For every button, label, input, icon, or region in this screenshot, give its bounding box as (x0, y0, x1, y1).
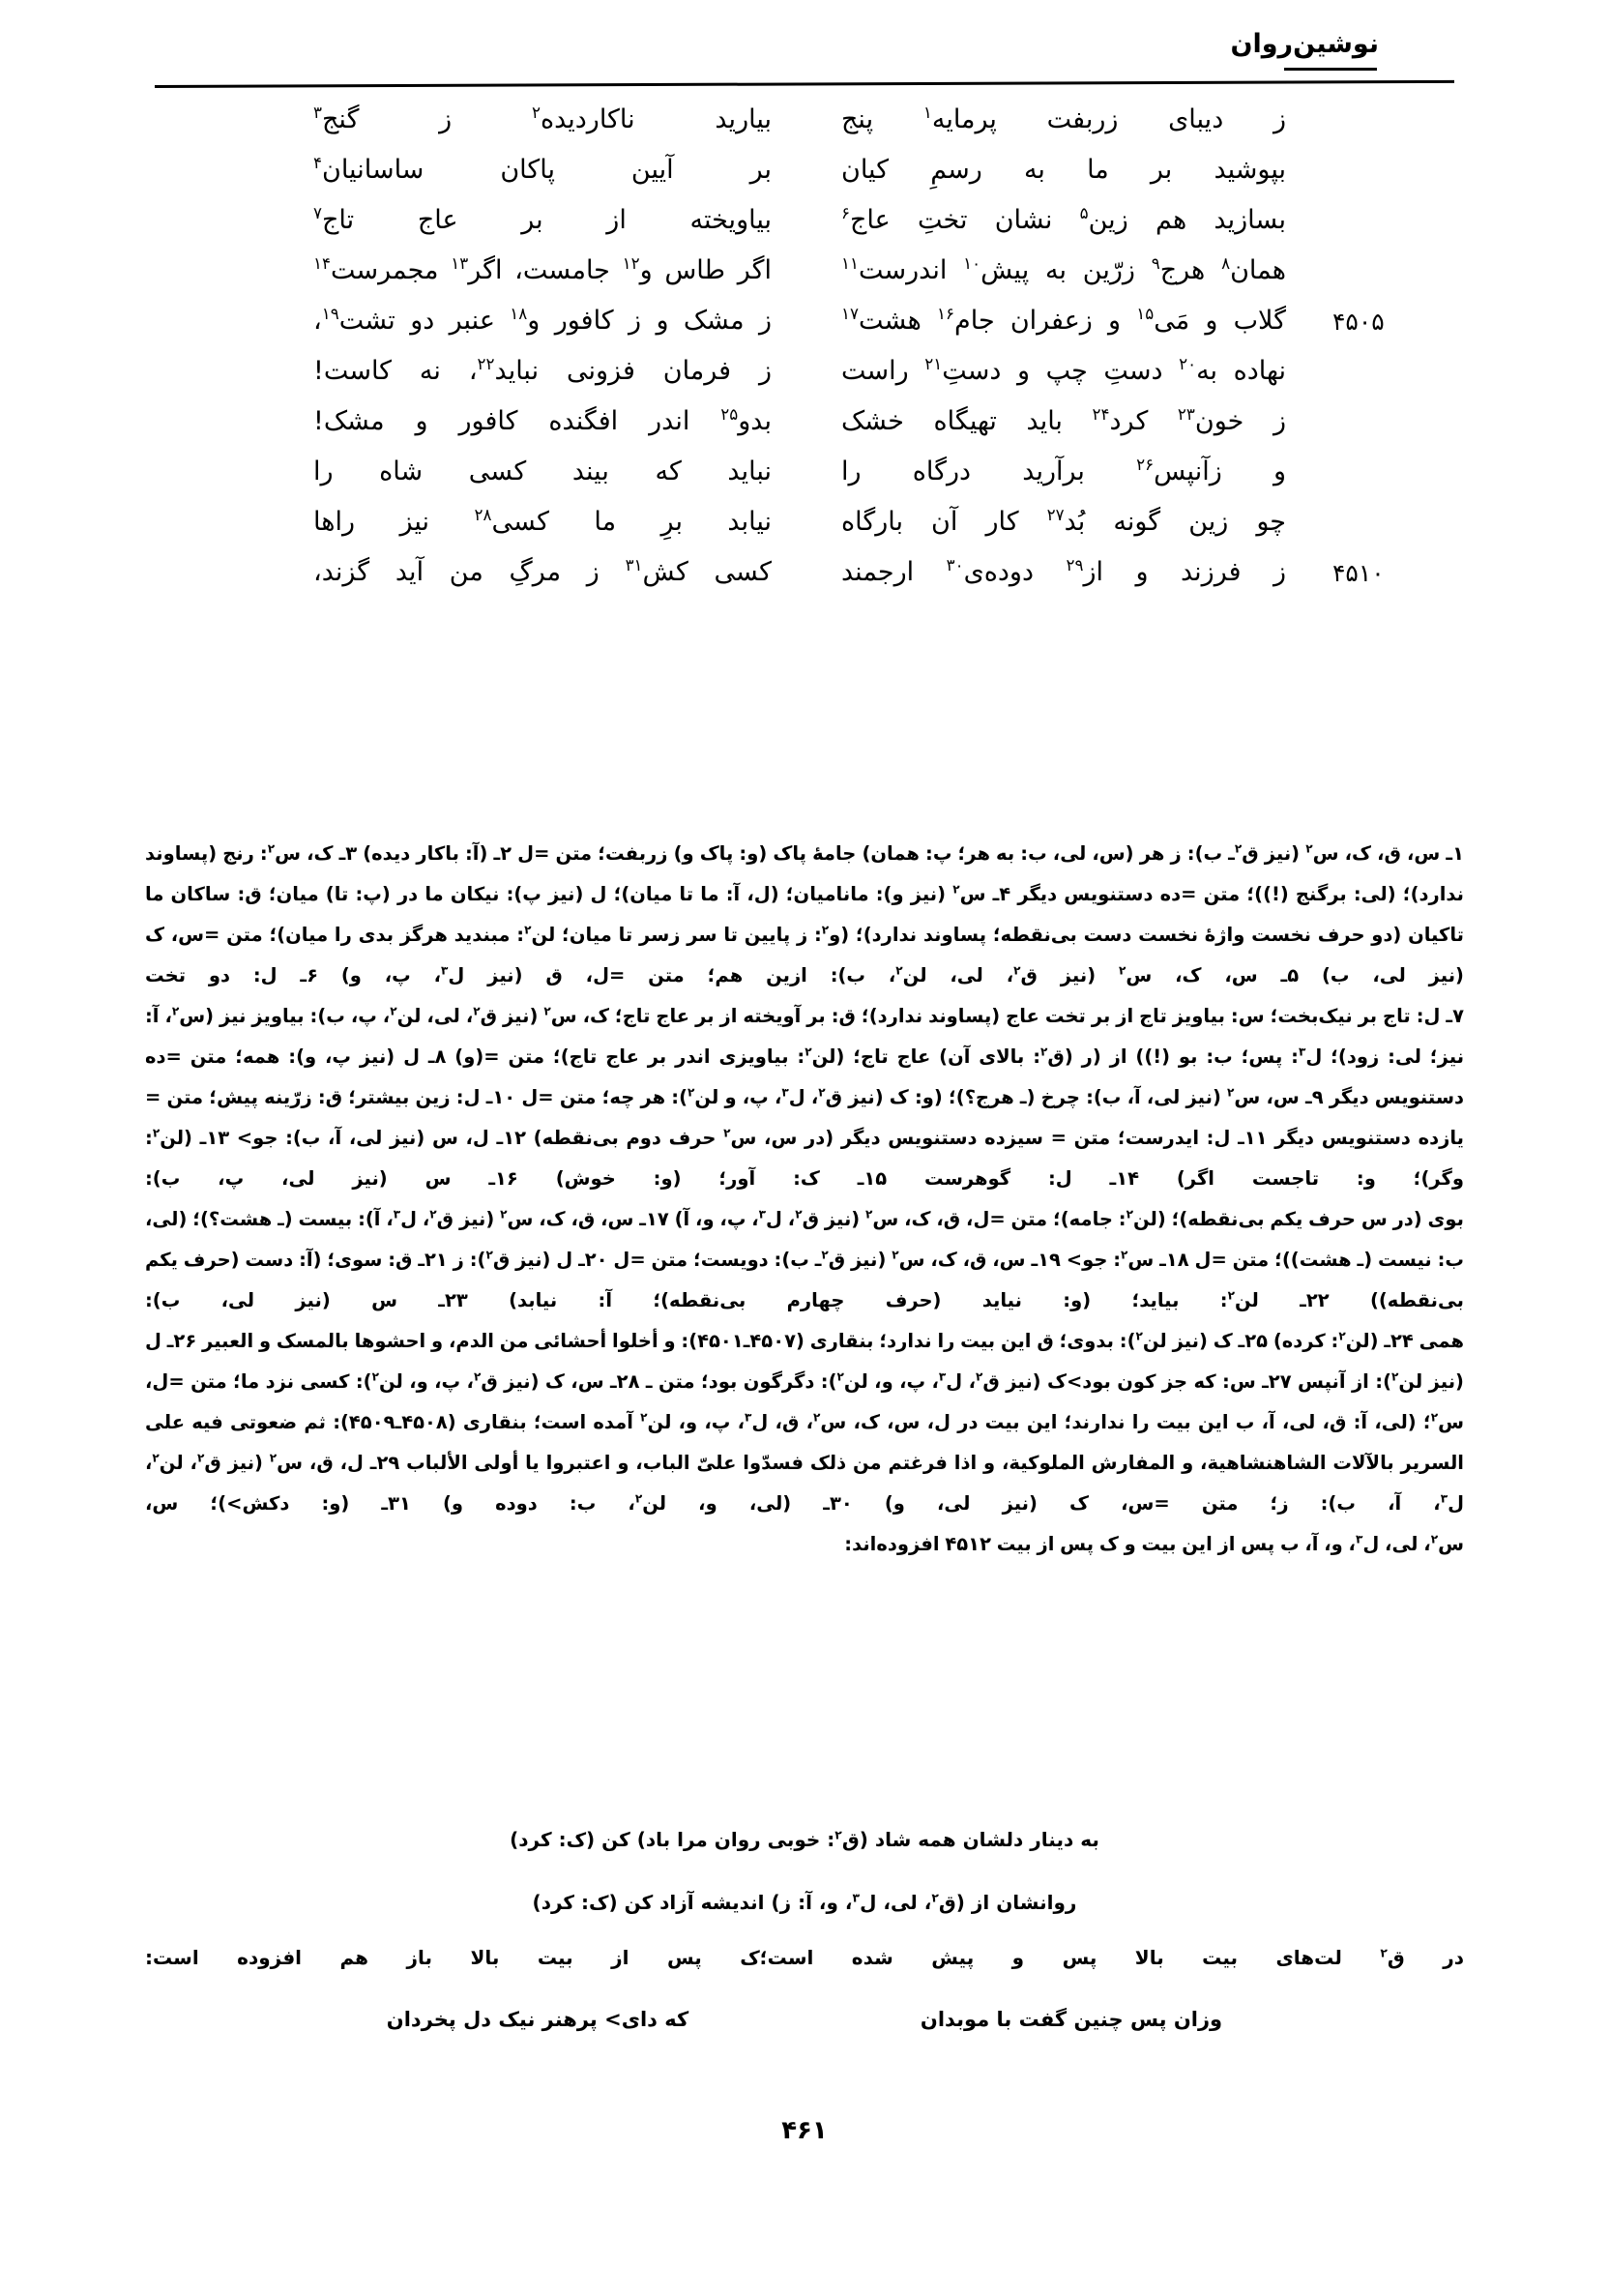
hemistich-right: ز فرزند و از$^{۲۹}$ دوده‌ی$^{۳۰}$ ارجمند ۴۵۱۰ (804, 557, 1319, 587)
hemistich-left: بر آیین پاکان ساسانیان$^۴$ (313, 153, 772, 185)
apparatus-paragraph: س$^۲$، لی، ل$^۳$، و، آ، ب پس از این بیت و ک پس از بیت ۴۵۱۲ افزوده‌اند: (844, 1532, 1464, 1555)
apparatus-paragraph: بوی (در س حرف یکم بی‌نقطه)؛ (لن$^۲$: جامه)؛ متن =ل، ق، ک، س$^۲$ (نیز ق$^۲$، ل$^۳$، پ، و، آ) ۱۷ـ س، ق، ک، س$^۲$ (نیز ق$^۲$، ل$^۳$، آ): بیست (ـ هشت؟)؛ (لی، ب: نیست (ـ هشت))؛ متن =ل ۱۸ـ س$^۲$: جو> ۱۹ـ س، ق، ک، س$^۲$ (نیز ق$^۲$ـ ب): دویست؛ متن =ل ۲۰ـ ل (نیز ق$^۲$): ز ۲۱ـ ق: سوی؛ (آ: دست (حرف یکم بی‌نقطه)) ۲۲ـ لن$^۲$: بیاید؛ (و: نیاید (حرف چهارم بی‌نقطه)؛ آ: نیابد) ۲۳ـ س (نیز لی، ب): (145, 1207, 1465, 1311)
hemistich-left: بیاویخته از بر عاج تاج$^۷$ (313, 203, 772, 235)
final-verse-hemistich-left: که دای> پرهنر نیک دل پخردان (386, 2008, 689, 2031)
verse-line (290, 406, 1319, 456)
final-verse-hemistich-right: وزان پس چنین گفت با موبدان (920, 2008, 1223, 2031)
running-head (155, 29, 1454, 87)
apparatus-paragraph: همی ۲۴ـ (لن$^۲$: کرده) ۲۵ـ ک (نیز لن$^۲$): بدوی؛ ق این بیت را ندارد؛ بنقاری (۴۵۰۷ـ۴۵۰۱): و أخلوا أحشائی من الدم، و احشوها بالمسک و العبیر ۲۶ـ ل (نیز لن$^۲$): از آنپس ۲۷ـ س: که جز کون بود>ک (نیز ق$^۲$، ل$^۳$، پ، و، لن$^۲$): دگرگون بود؛ متن ـ ۲۸ـ س، ک (نیز ق$^۲$، پ، و، لن$^۲$): کسی نزد ما؛ متن =ل، س$^۲$؛ (لی، آ: ق، لی، آ، ب این بیت را ندارند؛ این بیت در ل، س، ک، س$^۲$، ق، ل$^۳$، پ، و، لن$^۲$ آمده است؛ بنقاری (۴۵۰۸ـ۴۵۰۹): ثم ضعوتی فیه علی السریر بالآلات الشاهنشاهیة، و المفارش الملوکیة، و اذا فرغتم من ذلک فسدّوا علیّ الباب، و اعتبروا یا أولی الألباب ۲۹ـ ل، ق، س$^۲$ (نیز ق$^۲$، لن$^۲$، ل$^۳$، آ، ب): ز؛ متن =س، ک (نیز لی، و) ۳۰ـ (لی، و، لن$^۲$، ب: دوده و) ۳۱ـ (و: دکش>)؛ س، (145, 1329, 1465, 1515)
verse-line (290, 456, 1319, 507)
hemistich-left: ز فرمان فزونی نباید$^{۲۲}$، نه کاست! (313, 354, 772, 386)
verse-line (290, 255, 1319, 306)
apparatus-note: در ق$^۲$ لت‌های بیت بالا پس و پیش شده است؛ک پس از بیت بالا باز هم افزوده است: (145, 1945, 1464, 1969)
critical-apparatus (145, 834, 1464, 1565)
verse-number: ۴۵۰۵ (1332, 308, 1385, 336)
running-head-underline (1284, 68, 1377, 71)
hemistich-left: ز مشک و ز کافور و$^{۱۸}$ عنبر دو تشت$^{۱۹}$، (313, 304, 772, 336)
final-inserted-verse (271, 2008, 1338, 2031)
hemistich-right: گلاب و مَی$^{۱۵}$ و زعفران جام$^{۱۶}$ هشت$^{۱۷}$ ۴۵۰۵ (804, 306, 1319, 336)
hemistich-left: نیابد برِ ما کسی$^{۲۸}$ نیز راها (313, 505, 772, 537)
verse-line (290, 155, 1319, 205)
running-head-rule (155, 80, 1454, 88)
running-head-title: نوشین‌روان (1230, 29, 1379, 59)
hemistich-left: نباید که بیند کسی شاه را (313, 456, 772, 486)
verse-line (290, 104, 1319, 155)
verse-line (290, 205, 1319, 255)
hemistich-right: چو زین گونه بُد$^{۲۷}$ کار آن بارگاه (841, 505, 1286, 537)
verse-line (290, 304, 1385, 356)
folio-number: ۴۶۱ (781, 2116, 828, 2145)
verse-line (290, 555, 1385, 607)
inserted-verse-1: به دینار دلشان همه شاد (ق$^۲$: خوبی روان مرا باد) کن (ک: کرد) (510, 1827, 1099, 1851)
hemistich-right: و زآنپس$^{۲۶}$ برآرید درگاه را (841, 455, 1287, 486)
hemistich-right: بسازید هم زین$^۵$ نشان تختِ عاج$^۶$ (841, 203, 1286, 235)
hemistich-right: ز دیبای زربفت پرمایه$^۱$ پنج (841, 103, 1286, 134)
hemistich-right: بپوشید بر ما به رسمِ کیان (841, 155, 1286, 185)
hemistich-right: ز خون$^{۲۳}$ کرد$^{۲۴}$ باید تهیگاه خشک (841, 404, 1286, 436)
verse-number: ۴۵۱۰ (1332, 559, 1385, 587)
apparatus-paragraph: ۷ـ ل: تاج بر نیک‌بخت؛ س: بیاویز تاج از بر تخت عاج (پساوند ندارد)؛ ق: بر آویخته از بر عاج تاج؛ ک، س$^۲$ (نیز ق$^۲$، لی، لن$^۲$، پ، ب): بیاویز نیز (س$^۲$، آ: نیز؛ لی: زود)؛ ل$^۳$: پس؛ ب: بو (!)) از (ر (ق$^۲$: بالای آن) عاج تاج؛ (لن$^۲$: بیاویزی اندر بر عاج تاج)؛ متن =(و) ۸ـ ل (نیز پ، و): همه؛ متن =ده دستنویس دیگر ۹ـ س، س$^۲$ (نیز لی، آ، ب): چرخ (ـ هرج؟)؛ (و: ک (نیز ق$^۲$، ل$^۳$، پ، و لن$^۲$): هر چه؛ متن =ل ۱۰ـ ل: زین بیشتر؛ ق: زرّینه پیش؛ متن = یازده دستنویس دیگر ۱۱ـ ل: ایدرست؛ متن = سیزده دستنویس دیگر (در س، س$^۲$ حرف دوم بی‌نقطه) ۱۲ـ ل، س (نیز لی، آ، ب): جو> ۱۳ـ (لن$^۲$: وگر)؛ و: تاجست اگر) ۱۴ـ ل: گوهرست ۱۵ـ ک: آور؛ (و: خوش) ۱۶ـ س (نیز لی، پ، ب): (145, 1004, 1465, 1190)
hemistich-right: نهاده به$^{۲۰}$ دستِ چپ و دستِ$^{۲۱}$ راست (841, 354, 1286, 386)
hemistich-left: بدو$^{۲۵}$ اندر افگنده کافور و مشک! (313, 404, 772, 436)
verse-block (290, 103, 1385, 607)
hemistich-left: بیارید ناکاردیده$^۲$ ز گنج$^۳$ (313, 103, 772, 134)
hemistich-right: همان$^۸$ هرج$^۹$ زرّین به پیش$^{۱۰}$ اندرست$^{۱۱}$ (841, 253, 1286, 285)
apparatus-paragraph: ۱ـ س، ق، ک، س$^۲$ (نیز ق$^۲$ـ ب): ز هر (س، لی، ب: به هر؛ پ: همان) جامۀ پاک (و: پاک و) زربفت؛ متن =ل ۲ـ (آ: باکار دیده) ۳ـ ک، س$^۲$: رنج (پساوند ندارد)؛ (لی: برگنج (!))؛ متن =ده دستنویس دیگر ۴ـ س$^۲$ (نیز و): مانامیان؛ (ل، آ: ما تا میان)؛ ل (نیز پ): نیکان ما در (پ: تا) میان؛ ق: ساکان ما تاکیان (دو حرف نخست واژۀ نخست دست بی‌نقطه؛ پساوند ندارد)؛ (و$^۲$: ز پایین تا سر زسر تا میان؛ لن$^۲$: مبندید هرگز بدی را میان)؛ متن =س، ک (نیز لی، ب) ۵ـ س، ک، س$^۲$ (نیز ق$^۲$، لی، لن$^۲$، ب): ازین هم؛ متن =ل، ق (نیز ل$^۳$، پ، و) ۶ـ ل: دو تخت (145, 841, 1464, 986)
hemistich-left: اگر طاس و$^{۱۲}$ جامست، اگر$^{۱۳}$ مجمرست$^{۱۴}$ (313, 253, 772, 285)
verse-line (290, 356, 1319, 406)
verse-line (290, 507, 1319, 557)
inserted-verse-2: روانشان از (ق$^۲$، لی، ل$^۳$، و، آ: ز) اندیشه آزاد کن (ک: کرد) (532, 1890, 1077, 1914)
hemistich-left: کسی کش$^{۳۱}$ ز مرگِ من آید گزند، (313, 555, 772, 587)
